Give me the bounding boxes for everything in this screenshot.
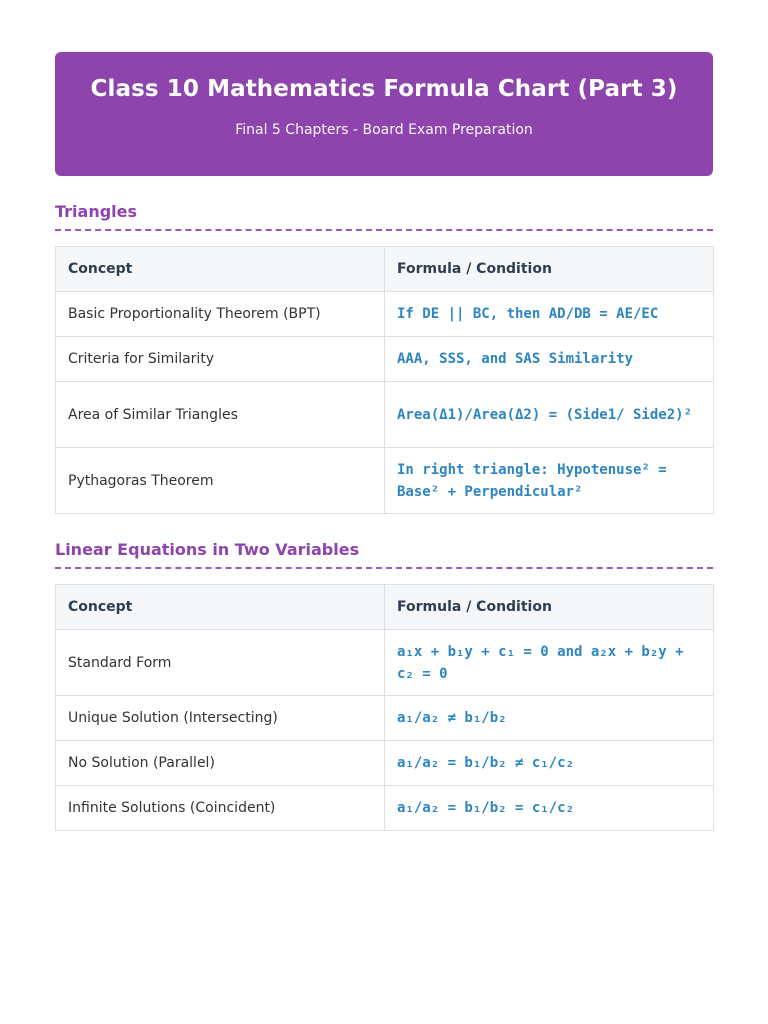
concept-cell: Infinite Solutions (Coincident) — [56, 786, 385, 831]
formula-cell: If DE || BC, then AD/DB = AE/EC — [385, 292, 714, 337]
table-row — [56, 382, 714, 448]
table-row — [56, 292, 714, 337]
formula-cell: In right triangle: Hypotenuse² = Base² + Perpendicular² — [385, 448, 714, 514]
section-triangles — [55, 201, 713, 514]
formula-cell: a₁/a₂ = b₁/b₂ ≠ c₁/c₂ — [385, 741, 714, 786]
column-header-formula: Formula / Condition — [385, 247, 714, 292]
section-title: Triangles — [55, 201, 713, 231]
concept-cell: Area of Similar Triangles — [56, 382, 385, 448]
section-title: Linear Equations in Two Variables — [55, 539, 713, 569]
concept-cell: Unique Solution (Intersecting) — [56, 696, 385, 741]
page-subtitle: Final 5 Chapters - Board Exam Preparation — [235, 122, 533, 138]
page — [55, 52, 713, 831]
concept-cell: No Solution (Parallel) — [56, 741, 385, 786]
concept-cell: Criteria for Similarity — [56, 337, 385, 382]
table-header-row — [56, 585, 714, 630]
table-row — [56, 630, 714, 696]
concept-cell: Standard Form — [56, 630, 385, 696]
column-header-formula: Formula / Condition — [385, 585, 714, 630]
table-row — [56, 696, 714, 741]
table-row — [56, 448, 714, 514]
formula-cell: a₁x + b₁y + c₁ = 0 and a₂x + b₂y + c₂ = 0 — [385, 630, 714, 696]
concept-cell: Pythagoras Theorem — [56, 448, 385, 514]
column-header-concept: Concept — [56, 585, 385, 630]
section-linear-equations — [55, 539, 713, 831]
table-row — [56, 337, 714, 382]
formula-cell: a₁/a₂ = b₁/b₂ = c₁/c₂ — [385, 786, 714, 831]
formula-table — [55, 584, 714, 831]
formula-table — [55, 246, 714, 514]
formula-cell: a₁/a₂ ≠ b₁/b₂ — [385, 696, 714, 741]
page-title: Class 10 Mathematics Formula Chart (Part 3) — [90, 76, 678, 102]
concept-cell: Basic Proportionality Theorem (BPT) — [56, 292, 385, 337]
table-row — [56, 786, 714, 831]
formula-cell: AAA, SSS, and SAS Similarity — [385, 337, 714, 382]
formula-cell: Area(Δ1)/Area(Δ2) = (Side1/ Side2)² — [385, 382, 714, 448]
header-banner — [55, 52, 713, 176]
table-header-row — [56, 247, 714, 292]
column-header-concept: Concept — [56, 247, 385, 292]
table-row — [56, 741, 714, 786]
